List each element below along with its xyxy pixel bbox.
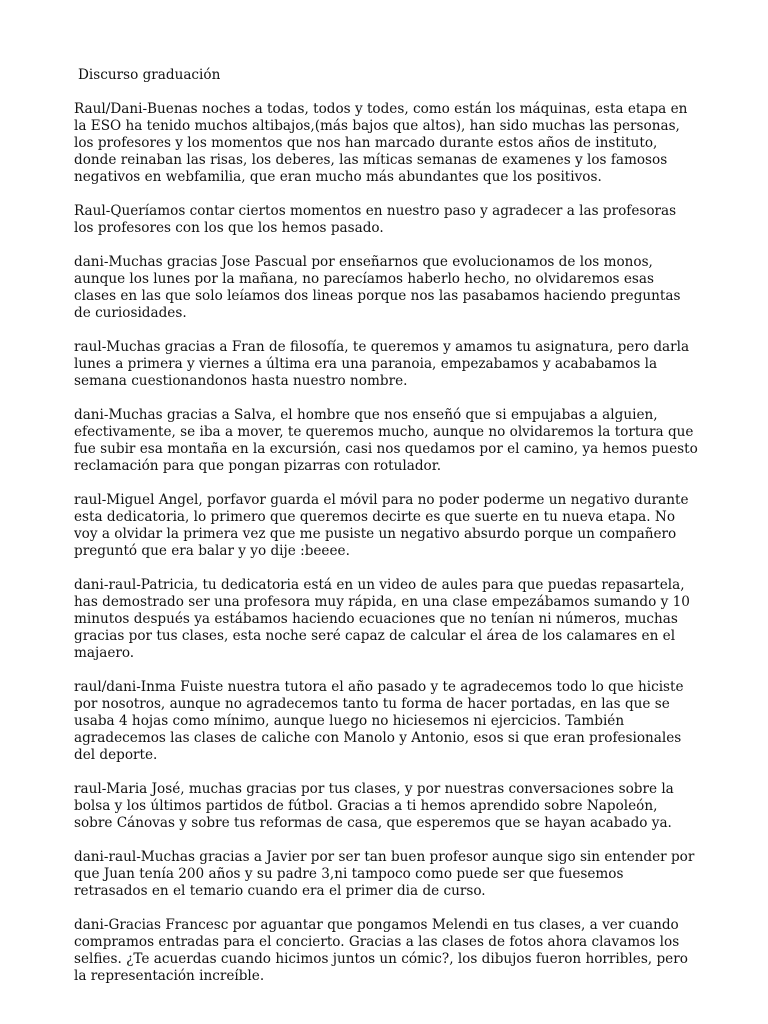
document-title: Discurso graduación [78,67,221,83]
paragraph: Raul-Queríamos contar ciertos momentos en nuestro paso y agradecer a las profesoras los profesores con los que los hemos pasado. [74,203,677,236]
paragraph: raul-Maria José, muchas gracias por tus clases, y por nuestras conversaciones sobre la bolsa y los últimos partidos de fútbol. Gracias a ti hemos aprendido sobre Napoleón, sobre Cánovas y sobre tus reformas de casa, que esperemos que se hayan acabado ya. [74,781,674,831]
paragraph: dani-raul-Patricia, tu dedicatoria está en un video de aules para que puedas repasartela, has demostrado ser una profesora muy rápida, en una clase empezábamos sumando y 10 minutos después ya estábamos haciendo ecuaciones que no tenían ni números, muchas gracias por tus clases, esta noche seré capaz de calcular el área de los calamares en el majaero. [74,577,690,661]
paragraph: raul-Muchas gracias a Fran de filosofía, te queremos y amamos tu asignatura, pero darla lunes a primera y viernes a última era una paranoia, empezabamos y acababamos la semana cuestionandonos hasta nuestro nombre. [74,339,690,389]
paragraph: dani-raul-Muchas gracias a Javier por ser tan buen profesor aunque sigo sin entender por que Juan tenía 200 años y su padre 3,ni tampoco como puede ser que fuesemos retrasados en el temario cuando era el primer dia de curso. [74,849,695,899]
paragraph: raul/dani-Inma Fuiste nuestra tutora el año pasado y te agradecemos todo lo que hiciste por nosotros, aunque no agradecemos tanto tu forma de hacer portadas, en las que se usaba 4 hojas como mínimo, aunque luego no hiciesemos ni ejercicios. También agradecemos las clases de caliche con Manolo y Antonio, esos si que eran profesionales del deporte. [74,679,684,763]
paragraph: raul-Miguel Angel, porfavor guarda el móvil para no poder poderme un negativo durante esta dedicatoria, lo primero que queremos decirte es que suerte en tu nueva etapa. No voy a olvidar la primera vez que me pusiste un negativo absurdo porque un compañero preguntó que era balar y yo dije :beeee. [74,492,689,559]
paragraph: Raul/Dani-Buenas noches a todas, todos y todes, como están los máquinas, esta etapa en la ESO ha tenido muchos altibajos,(más bajos que altos), han sido muchas las personas, los profesores y los momentos que nos han marcado durante estos años de instituto, donde reinaban las risas, los deberes, las míticas semanas de examenes y los famosos negativos en webfamilia, que eran mucho más abundantes que los positivos. [74,101,688,185]
paragraph: dani-Muchas gracias Jose Pascual por enseñarnos que evolucionamos de los monos, aunque los lunes por la mañana, no parecíamos haberlo hecho, no olvidaremos esas clases en las que solo leíamos dos lineas porque nos las pasabamos haciendo preguntas de curiosidades. [74,254,681,321]
paragraph: dani-Muchas gracias a Salva, el hombre que nos enseñó que si empujabas a alguien, efectivamente, se iba a mover, te queremos mucho, aunque no olvidaremos la tortura que fue subir esa montaña en la excursión, casi nos quedamos por el camino, ya hemos puesto reclamación para que pongan pizarras con rotulador. [74,407,698,474]
document-body [74,67,698,1002]
paragraph: dani-Gracias Francesc por aguantar que pongamos Melendi en tus clases, a ver cuando compramos entradas para el concierto. Gracias a las clases de fotos ahora clavamos los selfies. ¿Te acuerdas cuando hicimos juntos un cómic?, los dibujos fueron horribles, pero la representación increíble. [74,917,688,984]
